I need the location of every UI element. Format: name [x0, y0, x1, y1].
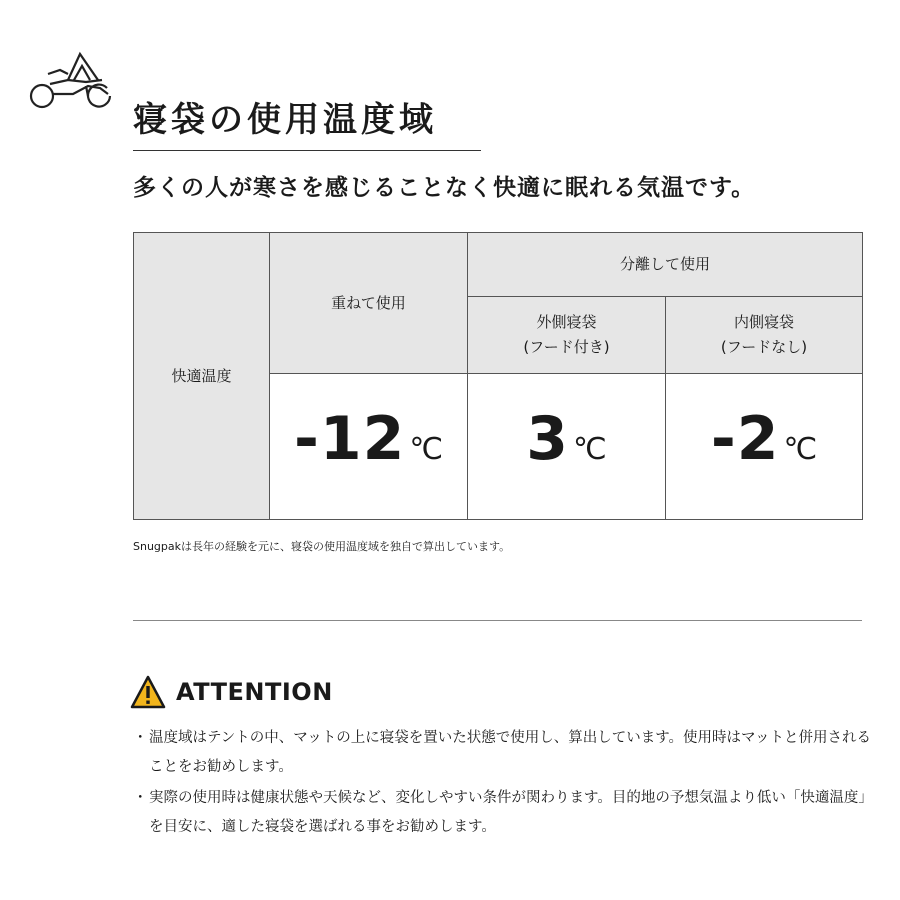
- header-inner-bag: [666, 297, 863, 374]
- attention-item: [133, 784, 873, 842]
- attention-item: [133, 724, 873, 782]
- combined-temp-unit: ℃: [409, 431, 444, 467]
- title-underline: [133, 150, 481, 151]
- snugpak-note: Snugpakは長年の経験を元に、寝袋の使用温度域を独自で算出しています。: [133, 540, 511, 553]
- combined-temp-cell: [270, 374, 468, 520]
- header-separate-use: 分離して使用: [468, 233, 863, 297]
- motorcycle-tent-logo: [28, 44, 128, 114]
- bullet-marker: ・: [133, 790, 148, 806]
- attention-item-text: 実際の使用時は健康状態や天候など、変化しやすい条件が関わります。目的地の予想気温より低い「快適温度」を目安に、適した寝袋を選ばれる事をお勧めします。: [149, 790, 873, 835]
- inner-temp-cell: [666, 374, 863, 520]
- outer-temp-value: 3: [526, 403, 570, 474]
- attention-title: ATTENTION: [176, 678, 333, 706]
- section-divider: [133, 620, 862, 621]
- attention-item-text: 温度域はテントの中、マットの上に寝袋を置いた状態で使用し、算出しています。使用時はマットと併用されることをお勧めします。: [149, 730, 871, 775]
- row-label-comfort-temp: 快適温度: [134, 233, 270, 520]
- outer-temp-unit: ℃: [573, 431, 607, 467]
- header-combined-use: 重ねて使用: [270, 233, 468, 374]
- inner-temp-unit: ℃: [783, 431, 818, 467]
- outer-bag-hood-note: (フード付き): [523, 338, 610, 356]
- outer-temp-cell: [468, 374, 666, 520]
- inner-bag-label: 内側寝袋: [734, 313, 795, 331]
- bullet-marker: ・: [133, 730, 148, 746]
- page-subtitle: 多くの人が寒さを感じることなく快適に眠れる気温です。: [133, 175, 756, 201]
- header-outer-bag: [468, 297, 666, 374]
- temperature-table: [133, 232, 863, 520]
- page-title: 寝袋の使用温度域: [133, 100, 437, 140]
- attention-list: [133, 724, 873, 844]
- inner-temp-value: -2: [710, 403, 780, 474]
- warning-icon: [130, 675, 166, 709]
- inner-bag-hood-note: (フードなし): [720, 338, 808, 356]
- outer-bag-label: 外側寝袋: [536, 313, 597, 331]
- combined-temp-value: -12: [293, 403, 406, 474]
- attention-heading: [130, 674, 333, 710]
